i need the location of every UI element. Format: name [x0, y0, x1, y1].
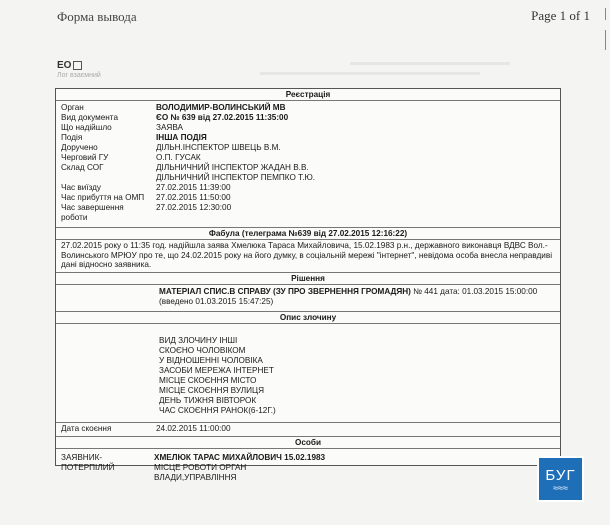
bug-logo: [537, 456, 584, 502]
logo-text: БУГ: [545, 467, 576, 484]
section-header-fabula: Фабула (телеграма №639 від 27.02.2015 12:16:22): [56, 227, 560, 240]
field-value: [151, 183, 560, 193]
decision-entry: [56, 285, 560, 311]
person-work-2: ВЛАДИ,УПРАВЛІННЯ: [154, 472, 237, 482]
field-value: [151, 143, 560, 153]
field-label: Черговий ГУ: [61, 153, 109, 162]
field-value-text: ДІЛЬНИЧНИЙ ІНСПЕКТОР ЖАДАН В.В.: [156, 163, 309, 172]
field-label: Орган: [61, 103, 84, 112]
field-label: Подія: [61, 133, 83, 142]
field-value-text: 27.02.2015 11:50:00: [156, 193, 231, 202]
registration-table: [56, 103, 560, 223]
registration-row: [56, 123, 560, 133]
description-line: У ВІДНОШЕННІ ЧОЛОВІКА: [159, 355, 263, 365]
form-title: Форма вывода: [57, 9, 137, 24]
field-value-text: ЄО № 639 від 27.02.2015 11:35:00: [156, 113, 289, 122]
registration-row: [56, 183, 560, 193]
registration-row: [56, 133, 560, 143]
registration-row: [56, 153, 560, 163]
description-line: ЧАС СКОЄННЯ РАНОК(6-12Г.): [159, 405, 276, 415]
field-value: [151, 153, 560, 163]
field-value: [151, 113, 560, 123]
decision-number: № 441 дата: 01.03.2015 15:00:00: [410, 286, 538, 296]
page-indicator: Page 1 of 1: [531, 8, 590, 23]
registration-row: [56, 193, 560, 203]
report-document: [55, 88, 561, 482]
field-value: [151, 203, 560, 223]
field-value: [151, 163, 560, 183]
field-value: [151, 193, 560, 203]
field-label: Час прибуття на ОМП: [61, 193, 145, 202]
description-line: СКОЄНО ЧОЛОВІКОМ: [159, 345, 246, 355]
field-value-text: ІНША ПОДІЯ: [156, 133, 207, 142]
crime-description-list: [56, 324, 560, 416]
description-line: МІСЦЕ СКОЄННЯ МІСТО: [159, 375, 257, 385]
decision-entered: (введено 01.03.2015 15:47:25): [159, 296, 274, 306]
description-line: ДЕНЬ ТИЖНЯ ВІВТОРОК: [159, 395, 257, 405]
field-value-text: ДІЛЬН.ІНСПЕКТОР ШВЕЦЬ В.М.: [156, 143, 281, 152]
crime-date-row: [56, 422, 560, 434]
registration-row: [56, 143, 560, 153]
fabula-text: 27.02.2015 року о 11:35 год. надійшла заява Хмелюка Тараса Михайловича, 15.02.1983 р.н., державного виконавця ВДВС Вол.-Волинського МРЮУ про те, що 24.02.2015 року на його думку, в соціальній мережі "інтернет", невідома особа внесла неправдиві дані відносно заявника.: [56, 240, 560, 273]
person-work: МІСЦЕ РОБОТИ ОРГАН: [154, 462, 247, 472]
registration-row: [56, 103, 560, 113]
field-label: Що надійшло: [61, 123, 112, 132]
eo-checkbox[interactable]: [73, 61, 82, 70]
field-value-text: ЗАЯВА: [156, 123, 183, 132]
crime-date-value: 24.02.2015 11:00:00: [156, 423, 231, 433]
description-line: ВИД ЗЛОЧИНУ ІНШІ: [159, 335, 238, 345]
field-label: Вид документа: [61, 113, 119, 122]
field-label: Час виїзду: [61, 183, 102, 192]
field-value: [151, 123, 560, 133]
field-value-text: 27.02.2015 12:30:00: [156, 203, 232, 212]
field-value: [151, 103, 560, 113]
person-role: ЗАЯВНИК-ПОТЕРПІЛИЙ: [61, 452, 115, 472]
person-row: [56, 453, 560, 483]
field-value-text: 27.02.2015 11:39:00: [156, 183, 231, 192]
field-value-text: ВОЛОДИМИР-ВОЛИНСЬКИЙ МВ: [156, 103, 286, 112]
bleed-through-text: Лог взаємний: [57, 72, 101, 79]
section-header-description: Опис злочину: [56, 311, 560, 324]
field-value: [151, 133, 560, 143]
person-name: ХМЕЛЮК ТАРАС МИХАЙЛОВИЧ 15.02.1983: [154, 452, 326, 462]
description-line: МІСЦЕ СКОЄННЯ ВУЛИЦЯ: [159, 385, 265, 395]
registration-row: [56, 113, 560, 123]
field-label: Склад СОГ: [61, 163, 104, 172]
field-value-text-2: ДІЛЬНИЧНИЙ ІНСПЕКТОР ПЕМПКО Т.Ю.: [156, 173, 316, 182]
field-value-text: О.П. ГУСАК: [156, 153, 201, 162]
registration-row: [56, 203, 560, 223]
waves-icon: ≈≈≈: [553, 483, 568, 493]
field-label: Час завершення роботи: [61, 203, 124, 222]
field-label: Доручено: [61, 143, 98, 152]
section-header-registration: Реєстрація: [56, 89, 560, 101]
eo-checkbox-label: ЕО: [57, 60, 82, 71]
section-header-persons: Особи: [56, 436, 560, 449]
description-line: ЗАСОБИ МЕРЕЖА ІНТЕРНЕТ: [159, 365, 274, 375]
registration-row: [56, 163, 560, 183]
section-header-decisions: Рішення: [56, 273, 560, 285]
decision-title: МАТЕРІАЛ СПИС.В СПРАВУ (ЗУ ПРО ЗВЕРНЕННЯ ГРОМАДЯН): [159, 286, 411, 296]
crime-date-label: Дата скоєння: [61, 423, 112, 433]
